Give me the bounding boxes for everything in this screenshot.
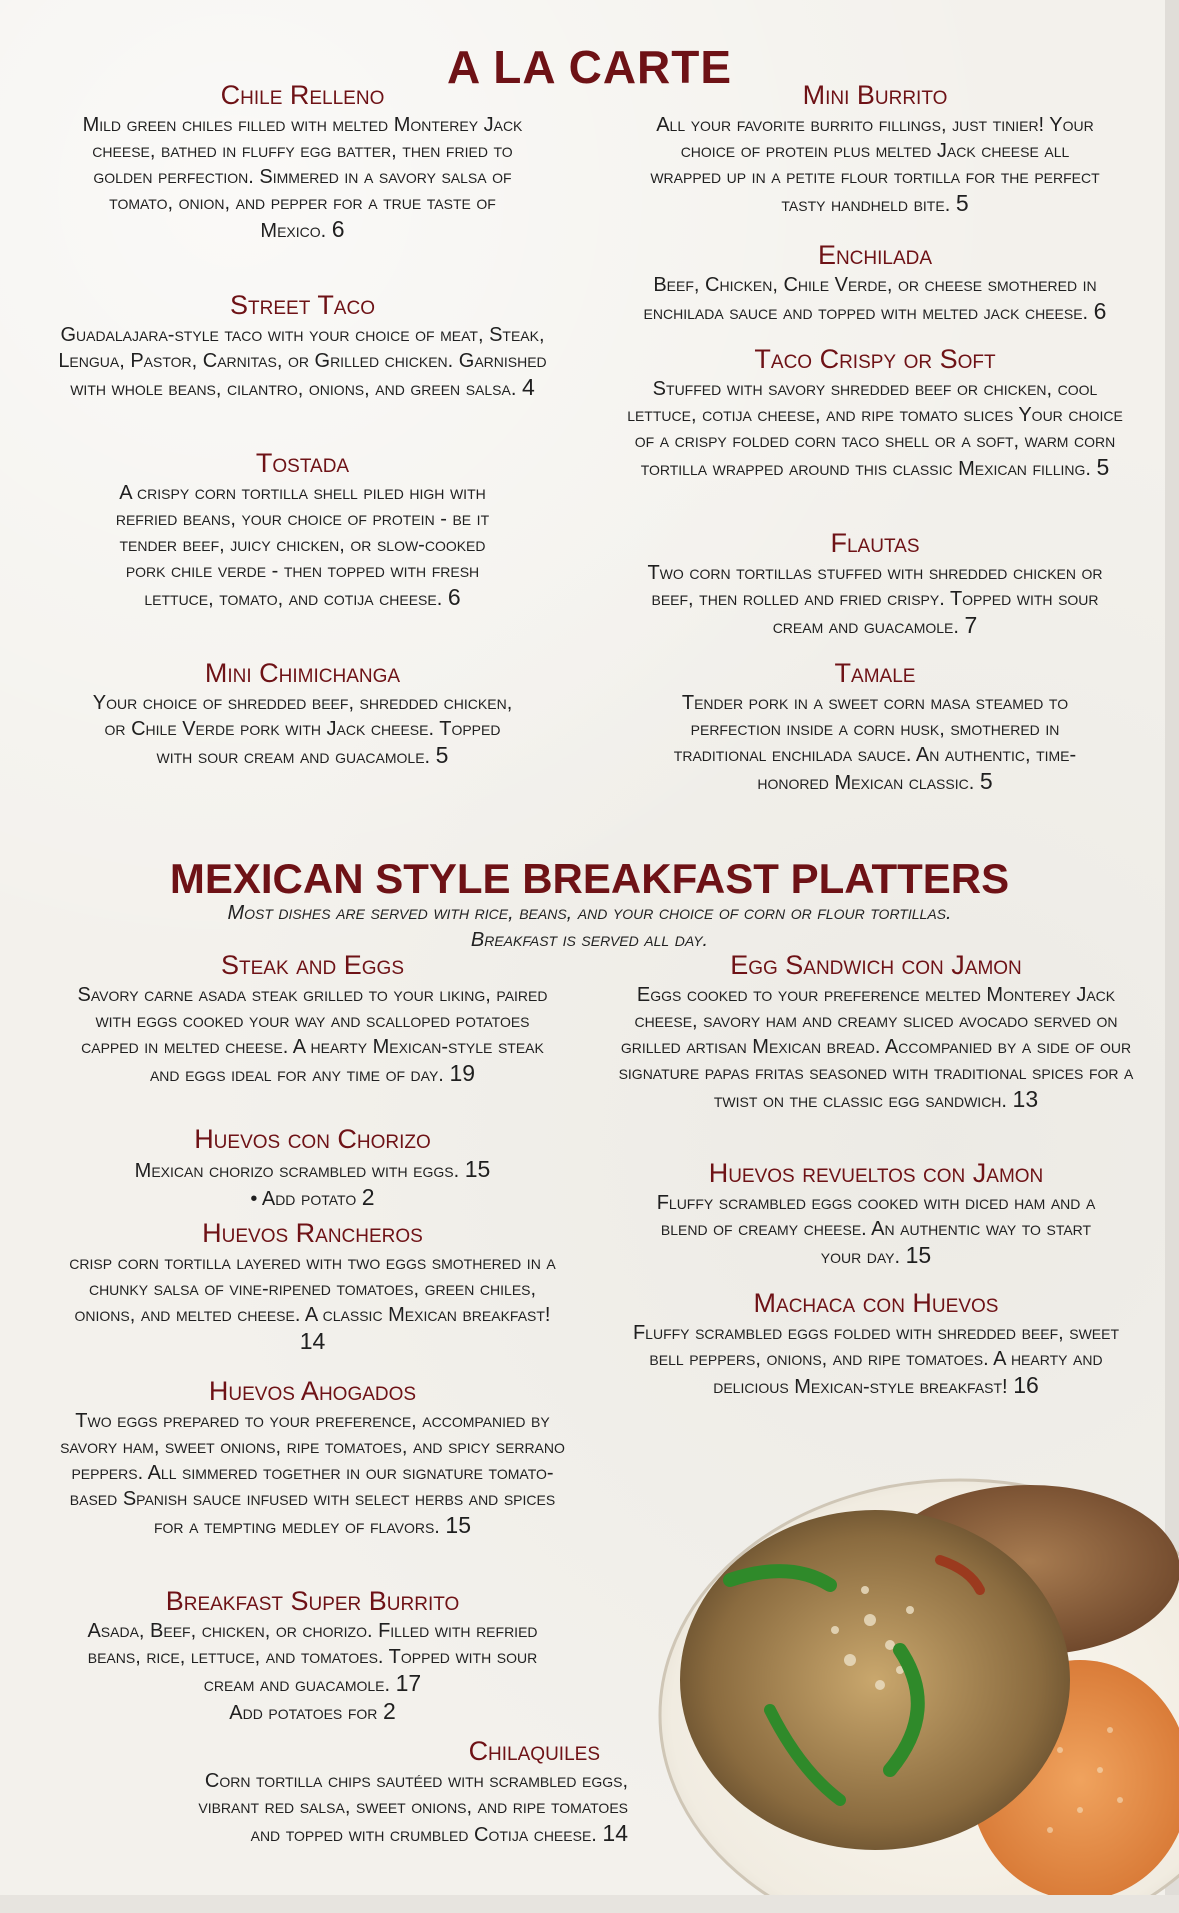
breakfast-title: MEXICAN STYLE BREAKFAST PLATTERS xyxy=(169,855,1010,902)
item-name: Egg Sandwich con Jamon xyxy=(730,950,1022,980)
item-description: crisp corn tortilla layered with two eggs smothered in a chunky salsa of vine-ripened tomatoes, green chiles, onions, and melted cheese. A classic Mexican breakfast! xyxy=(69,1252,556,1326)
menu-item-mini-chimichanga xyxy=(50,656,555,770)
menu-item-chile-relleno xyxy=(50,78,555,244)
item-description: All your favorite burrito fillings, just tinier! Your choice of protein plus melted Jack cheese all wrapped up in a petite flour tortilla for the perfect tasty handheld bite. xyxy=(650,114,1100,216)
item-name: Taco Crispy or Soft xyxy=(754,344,996,374)
item-price: 7 xyxy=(964,612,978,638)
item-description: Two eggs prepared to your preference, accompanied by savory ham, sweet onions, ripe tomatoes, and spicy serrano peppers. All simmered together in our signature tomato-based Spanish sauce infused with select herbs and spices for a tempting medley of flavors. xyxy=(60,1410,565,1538)
item-price: 4 xyxy=(521,374,535,400)
menu-item-taco-crispy-or-soft xyxy=(615,342,1135,482)
item-description: Your choice of shredded beef, shredded chicken, or Chile Verde pork with Jack cheese. Topped with sour cream and guacamole. xyxy=(92,692,513,768)
item-price: 6 xyxy=(331,216,345,242)
item-description: Beef, Chicken, Chile Verde, or cheese smothered in enchilada sauce and topped with melted jack cheese. xyxy=(643,274,1097,324)
item-name: Tamale xyxy=(834,658,916,688)
item-price: 5 xyxy=(1096,454,1110,480)
item-price: 17 xyxy=(395,1670,422,1696)
page-bottom-edge xyxy=(0,1895,1179,1913)
item-description: Fluffy scrambled eggs cooked with diced ham and a blend of creamy cheese. An authentic way to start your day. xyxy=(656,1192,1096,1268)
item-description: A crispy corn tortilla shell piled high with refried beans, your choice of protein - be it tender beef, juicy chicken, or slow-cooked pork chile verde - then topped with fresh lettuce, tomato, and cotija cheese. xyxy=(115,482,490,610)
item-price: 5 xyxy=(955,190,969,216)
menu-item-huevos-revueltos-con-jamon xyxy=(612,1156,1140,1270)
chilaquiles-plate-photo xyxy=(640,1470,1179,1910)
item-price: 6 xyxy=(1093,298,1107,324)
item-addon-price: 2 xyxy=(382,1698,396,1724)
item-description: Savory carne asada steak grilled to your liking, paired with eggs cooked your way and scalloped potatoes capped in melted cheese. A hearty Mexican-style steak and eggs ideal for any time of day. xyxy=(77,984,548,1086)
item-description: Mexican chorizo scrambled with eggs. xyxy=(134,1160,460,1182)
item-addon-price: 2 xyxy=(361,1184,375,1210)
item-description: Fluffy scrambled eggs folded with shredded beef, sweet bell peppers, onions, and ripe tomatoes. A hearty and delicious Mexican-style breakfast! xyxy=(632,1322,1120,1398)
item-name: Machaca con Huevos xyxy=(753,1288,999,1318)
item-description: Two corn tortillas stuffed with shredded chicken or beef, then rolled and fried crispy. Topped with sour cream and guacamole. xyxy=(647,562,1103,638)
menu-item-breakfast-super-burrito xyxy=(60,1584,565,1726)
breakfast-note-line-1: Most dishes are served with rice, beans, and your choice of corn or flour tortillas. xyxy=(227,902,952,924)
menu-item-tamale xyxy=(615,656,1135,796)
item-price: 14 xyxy=(602,1820,628,1846)
item-addon: • Add potato xyxy=(250,1188,357,1210)
item-name: Breakfast Super Burrito xyxy=(165,1586,460,1616)
item-description: Stuffed with savory shredded beef or chicken, cool lettuce, cotija cheese, and ripe tomato slices Your choice of a crispy folded corn taco shell or a soft, warm corn tortilla wrapped around this classic Mexican filling. xyxy=(627,378,1123,480)
menu-item-flautas xyxy=(615,526,1135,640)
menu-item-street-taco xyxy=(50,288,555,402)
menu-item-steak-and-eggs xyxy=(60,948,565,1088)
menu-item-huevos-con-chorizo xyxy=(60,1122,565,1212)
item-name: Enchilada xyxy=(817,240,933,270)
item-name: Street Taco xyxy=(230,290,375,320)
item-description: Corn tortilla chips sautéed with scrambled eggs, vibrant red salsa, sweet onions, and ripe tomatoes and topped with crumbled Cotija cheese. xyxy=(198,1770,628,1846)
item-description: Asada, Beef, chicken, or chorizo. Filled with refried beans, rice, lettuce, and tomatoes. Topped with sour cream and guacamole. xyxy=(87,1620,538,1696)
item-name: Huevos con Chorizo xyxy=(194,1124,431,1154)
item-description: Eggs cooked to your preference melted Monterey Jack cheese, savory ham and creamy sliced avocado served on grilled artisan Mexican bread. Accompanied by a side of our signature papas fritas seasoned with traditional spices for a twist on the classic egg sandwich. xyxy=(618,984,1134,1112)
a-la-carte-title: A LA CARTE xyxy=(446,41,733,93)
breakfast-note xyxy=(0,900,1179,954)
item-name: Tostada xyxy=(255,448,350,478)
item-description: Tender pork in a sweet corn masa steamed to perfection inside a corn husk, smothered in traditional enchilada sauce. An authentic, time-honored Mexican classic. xyxy=(673,692,1077,794)
item-price: 15 xyxy=(905,1242,932,1268)
item-name: Huevos revueltos con Jamon xyxy=(708,1158,1044,1188)
menu-item-huevos-rancheros xyxy=(60,1216,565,1356)
item-price: 5 xyxy=(435,742,449,768)
item-price: 5 xyxy=(979,768,993,794)
item-description: Guadalajara-style taco with your choice of meat, Steak, Lengua, Pastor, Carnitas, or Grilled chicken. Garnished with whole beans, cilantro, onions, and green salsa. xyxy=(58,324,547,400)
menu-item-tostada xyxy=(50,446,555,612)
item-name: Chilaquiles xyxy=(468,1736,600,1766)
item-price: 16 xyxy=(1013,1372,1039,1398)
menu-item-egg-sandwich-con-jamon xyxy=(612,948,1140,1114)
item-name: Mini Burrito xyxy=(802,80,948,110)
item-price: 15 xyxy=(464,1156,491,1182)
item-price: 15 xyxy=(445,1512,472,1538)
breakfast-note-line-2: Breakfast is served all day. xyxy=(470,929,709,951)
menu-item-machaca-con-huevos xyxy=(612,1286,1140,1400)
menu-item-enchilada xyxy=(615,238,1135,326)
menu-item-mini-burrito xyxy=(615,78,1135,218)
item-name: Steak and Eggs xyxy=(221,950,404,980)
item-addon: Add potatoes for xyxy=(229,1702,378,1724)
item-name: Flautas xyxy=(830,528,920,558)
item-price: 6 xyxy=(447,584,461,610)
item-price: 13 xyxy=(1012,1086,1039,1112)
item-name: Huevos Ahogados xyxy=(208,1376,417,1406)
menu-item-chilaquiles xyxy=(170,1734,650,1848)
item-name: Mini Chimichanga xyxy=(204,658,401,688)
menu-item-huevos-ahogados xyxy=(60,1374,565,1540)
item-name: Huevos Rancheros xyxy=(202,1218,423,1248)
item-price: 19 xyxy=(449,1060,476,1086)
item-name: Chile Relleno xyxy=(220,80,385,110)
item-description: Mild green chiles filled with melted Monterey Jack cheese, bathed in fluffy egg batter, then fried to golden perfection. Simmered in a savory salsa of tomato, onion, and pepper for a true taste of Mexico. xyxy=(82,114,523,242)
item-price: 14 xyxy=(299,1328,326,1354)
